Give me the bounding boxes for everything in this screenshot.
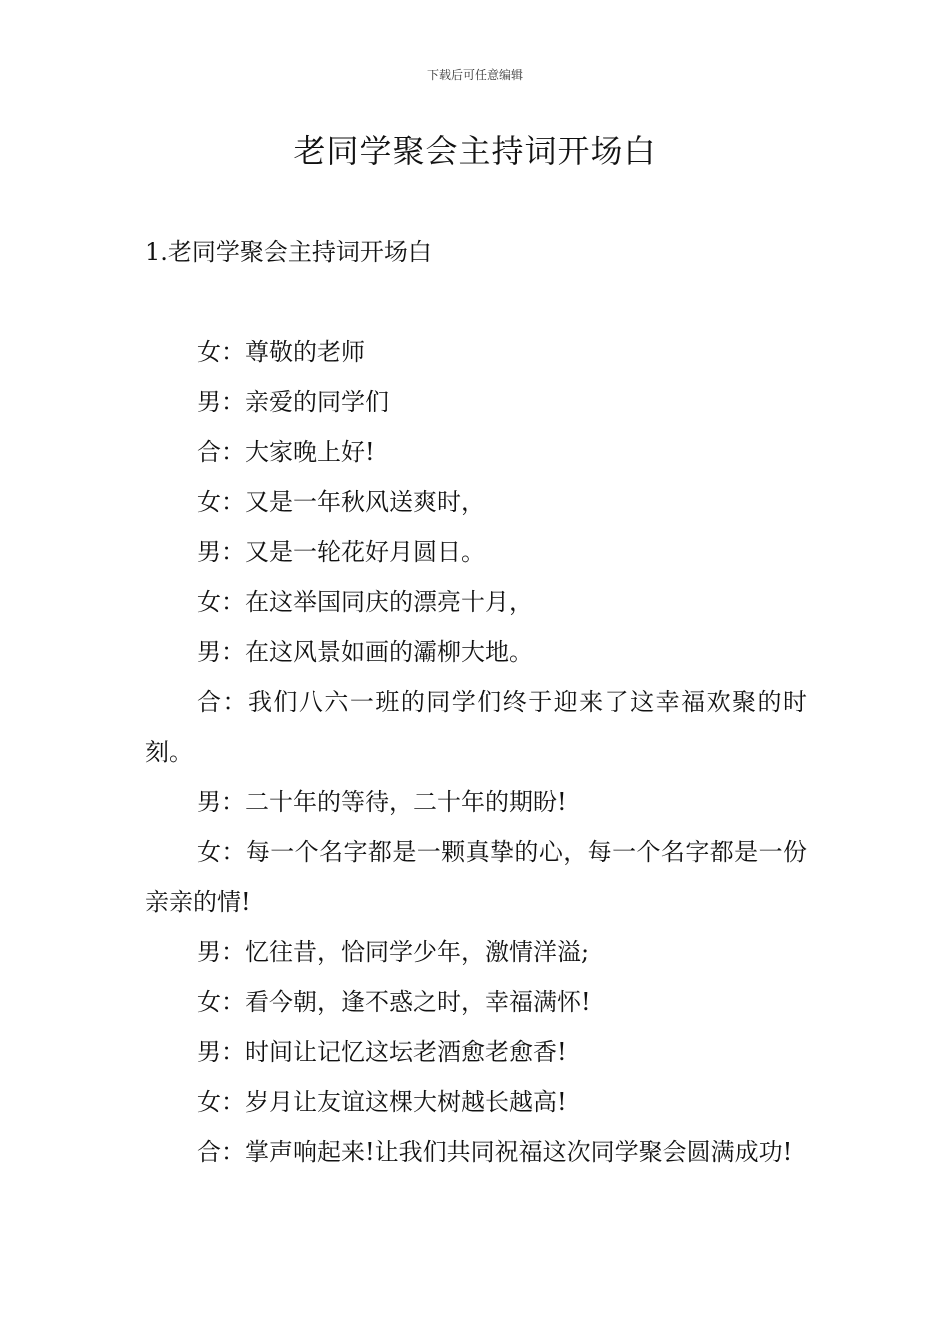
section-heading: 1.老同学聚会主持词开场白 [145, 238, 432, 266]
paragraph: 女：又是一年秋风送爽时， [197, 488, 485, 516]
document-title: 老同学聚会主持词开场白 [293, 132, 657, 170]
paragraph: 女：在这举国同庆的漂亮十月， [197, 588, 533, 616]
paragraph: 男：又是一轮花好月圆日。 [197, 538, 485, 566]
paragraph: 男：在这风景如画的灞柳大地。 [197, 638, 533, 666]
paragraph: 男：时间让记忆这坛老酒愈老愈香! [197, 1038, 567, 1066]
paragraph: 合：我们八六一班的同学们终于迎来了这幸福欢聚的时刻。 [145, 688, 807, 766]
paragraph: 男：二十年的等待，二十年的期盼! [197, 788, 567, 816]
paragraph: 女：看今朝，逢不惑之时，幸福满怀! [197, 988, 591, 1016]
paragraph: 女：岁月让友谊这棵大树越长越高! [197, 1088, 567, 1116]
header-note: 下载后可任意编辑 [426, 68, 523, 82]
paragraph: 男：忆往昔，恰同学少年，激情洋溢; [197, 938, 590, 966]
paragraph: 男：亲爱的同学们 [197, 388, 389, 416]
document-body [145, 327, 807, 1177]
paragraph: 女：尊敬的老师 [197, 338, 365, 366]
paragraph: 合：掌声响起来!让我们共同祝福这次同学聚会圆满成功! [197, 1138, 793, 1166]
paragraph: 女：每一个名字都是一颗真挚的心，每一个名字都是一份亲亲的情! [145, 838, 807, 916]
paragraph: 合：大家晚上好! [197, 438, 375, 466]
